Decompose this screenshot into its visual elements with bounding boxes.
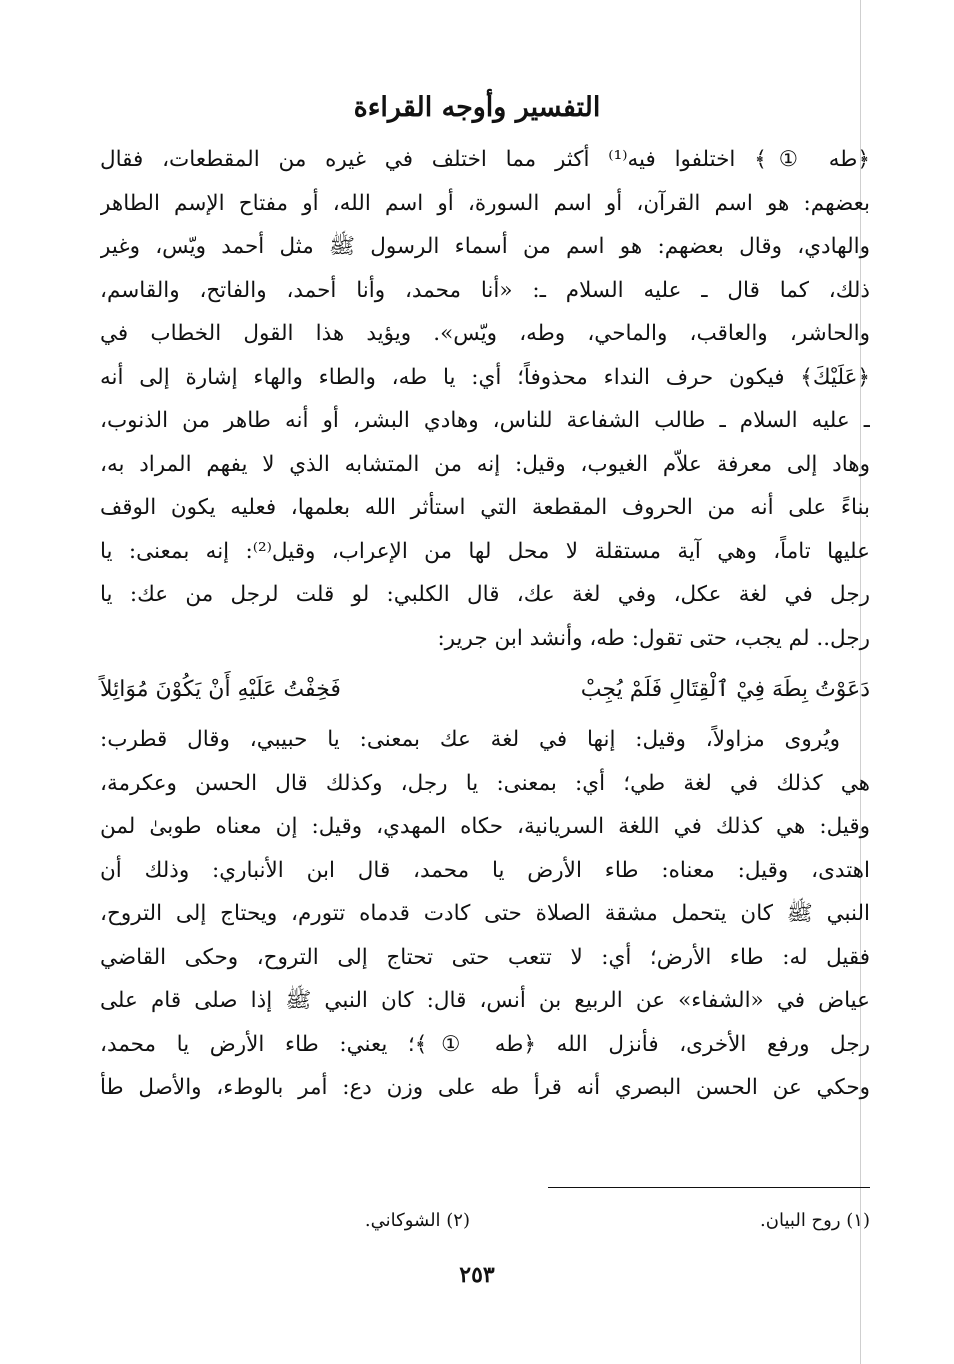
footnote-separator: [548, 1187, 870, 1188]
text-line: ـ عليه السلام ـ طالب الشفاعة للناس، وهادي البشر، أو أنه طاهر من الذنوب،: [100, 408, 870, 433]
text-line: رجل.. لم يجب، حتى تقول: طه، وأنشد ابن جرير:: [437, 625, 870, 651]
text-line: النبي ﷺ كان يتحمل مشقة الصلاة حتى كادت قدماه تتورم، ويحتاج إلى التروح،: [100, 901, 870, 926]
text-line: بعضهم: هو اسم القرآن، أو اسم السورة، أو اسم الله، أو مفتاح الإسم الطاهر: [100, 190, 870, 216]
text-line: وحكي عن الحسن البصري أنه قرأ طه على وزن دع: أمر بالوطء، والأصل طأ: [100, 1075, 870, 1100]
text-line: رجل ورفع الأخرى، فأنزل الله ﴿طه ①﴾؛ يعني: طاء الأرض يا محمد،: [100, 1031, 870, 1057]
text-line: ويُروى مزاولاً، وقيل: إنها في لغة عك بمعنى: يا حبيبي، وقال قطرب:: [100, 727, 840, 752]
text-line: وقيل: هي كذلك في اللغة السريانية، حكاه المهدي، وقيل: إن معناه طوبىٰ لمن: [100, 814, 870, 839]
text-line: والحاشر، والعاقب، والماحي، وطه، ويّس». ويؤيد هذا القول الخطاب في: [100, 321, 870, 346]
text-line: ذلك، كما قال ـ عليه السلام ـ: «أنا محمد، وأنا أحمد، والفاتح، والقاسم،: [100, 277, 870, 303]
main-text: [100, 138, 870, 1110]
text-line: عليها تاماً، وهي آية مستقلة لا محل لها من الإعراب، وقيل⁽²⁾: إنه بمعنى: يا: [100, 538, 870, 564]
text-line: والهادي، وقال بعضهم: هو اسم من أسماء الرسول ﷺ مثل أحمد ويّس، وغير: [100, 234, 870, 259]
page-number: ٢٥٣: [459, 1262, 495, 1288]
footnote-2: (٢) الشوكاني.: [364, 1210, 470, 1231]
text-line: فقيل له: طاء الأرض؛ أي: لا تتعب حتى تحتاج إلى التروح، وحكى القاضي: [100, 944, 870, 970]
text-line: هي كذلك في لغة طي؛ أي: بمعنى: يا رجل، وكذلك قال الحسن وعكرمة،: [100, 770, 870, 796]
page-title: التفسير وأوجه القراءة: [353, 92, 601, 123]
text-line: ﴿طه ①﴾ اختلفوا فيه⁽¹⁾ أكثر مما اختلف في غيره من المقطعات، فقال: [100, 147, 870, 172]
text-line: ﴿عَلَيْكَ﴾ فيكون حرف النداء محذوفاً؛ أي: يا طه، والطاء والهاء إشارة إلى أنه: [100, 364, 870, 390]
footnote-1: (١) روح البيان.: [760, 1210, 870, 1231]
verse-hemistich-2: فَخِفْتُ عَلَيْهِ أَنْ يَكُوْنَ مُوَائِلاً: [100, 677, 341, 702]
poetry-verse: [100, 668, 870, 712]
text-line: عياض في «الشفاء» عن الربيع بن أنس، قال: كان النبي ﷺ إذا صلى قام على: [100, 988, 870, 1013]
verse-hemistich-1: دَعَوْتُ بِطَهَ فِيْ ٱلْقِتَالِ فَلَمْ يُجِبْ: [580, 677, 870, 702]
text-line: بناءً على أنه من الحروف المقطعة التي استأثر الله بعلمها، فعليه يكون الوقف: [100, 495, 870, 520]
text-line: اهتدى، وقيل: معناه: طاء الأرض يا محمد، قال ابن الأنباري: وذلك أن: [100, 857, 870, 883]
text-line: وهاد إلى معرفة علاّم الغيوب، وقيل: إنه من المتشابه الذي لا يفهم المراد به،: [100, 451, 870, 477]
text-line: رجل في لغة عكل، وفي لغة عك، قال الكلبي: لو قلت لرجل من عك: يا: [100, 582, 870, 607]
